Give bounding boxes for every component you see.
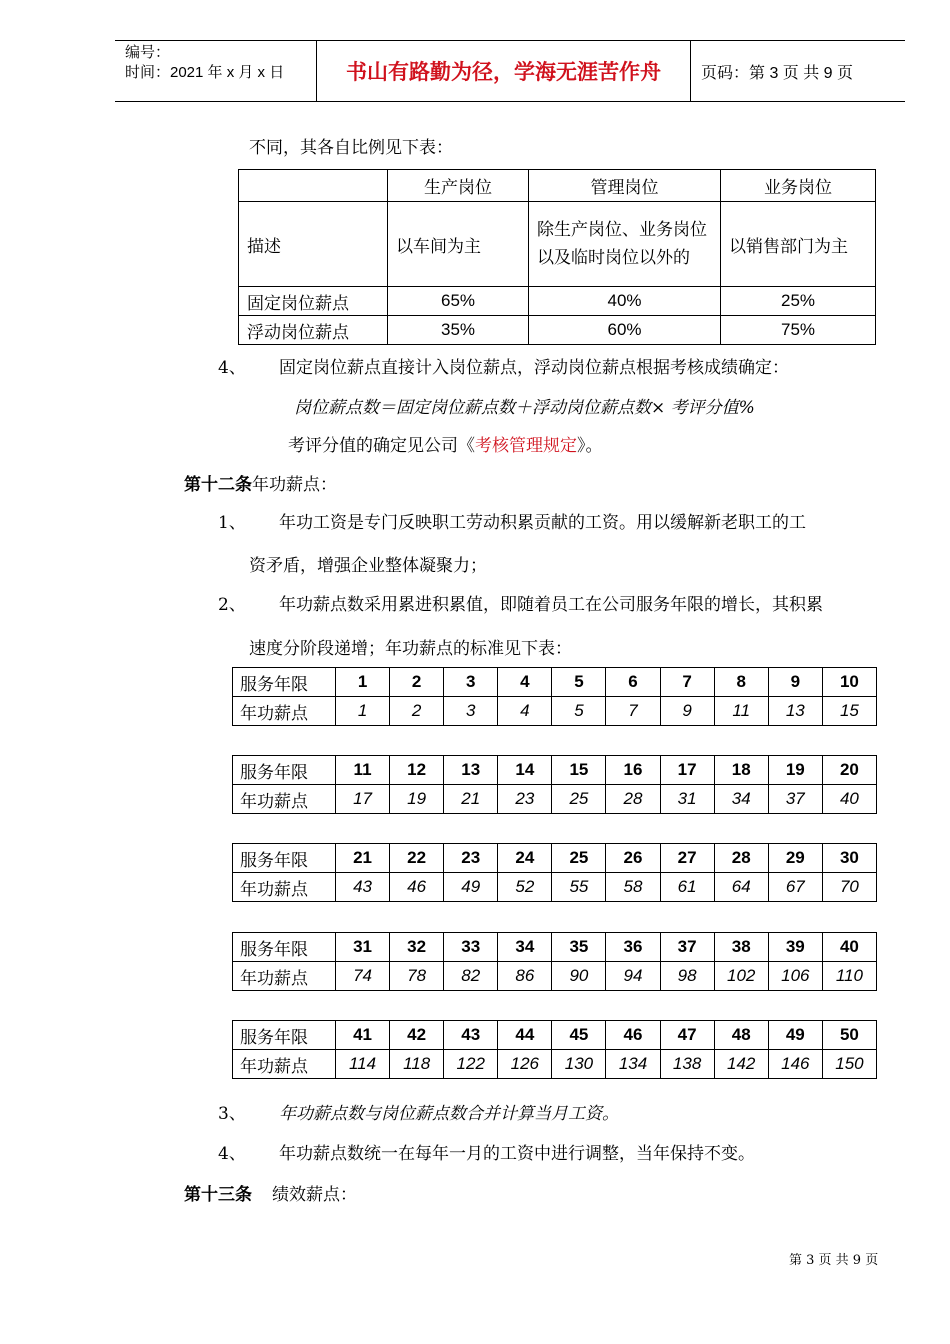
service-year-cell: 15 (552, 756, 606, 785)
row-label: 年功薪点 (233, 873, 336, 902)
table-cell: 25% (721, 287, 876, 316)
years-table (232, 667, 877, 726)
table-header-cell (239, 170, 388, 202)
seniority-point-cell: 17 (336, 785, 390, 814)
row-label: 服务年限 (233, 756, 336, 785)
article-12-heading (184, 470, 337, 495)
note (288, 431, 603, 456)
seniority-point-cell: 98 (660, 962, 714, 991)
code-label: 编号： (125, 44, 171, 61)
seniority-point-cell: 78 (390, 962, 444, 991)
service-year-cell: 22 (390, 844, 444, 873)
seniority-point-cell: 74 (336, 962, 390, 991)
seniority-point-cell: 23 (498, 785, 552, 814)
service-year-cell: 25 (552, 844, 606, 873)
service-year-cell: 37 (660, 933, 714, 962)
service-year-cell: 50 (822, 1021, 876, 1050)
service-year-cell: 27 (660, 844, 714, 873)
table-row (239, 287, 876, 316)
seniority-point-cell: 13 (768, 697, 822, 726)
note-pre: 考评分值的确定见公司《 (288, 436, 475, 456)
seniority-point-cell: 43 (336, 873, 390, 902)
header-page-number: 页码：第 3 页 共 9 页 (701, 64, 854, 82)
time-label: 时间：2021 年 x 月 x 日 (125, 64, 285, 81)
seniority-point-cell: 106 (768, 962, 822, 991)
service-year-cell: 13 (444, 756, 498, 785)
row-label: 描述 (239, 202, 388, 287)
table-cell: 除生产岗位、业务岗位以及临时岗位以外的 (529, 202, 721, 287)
article-number: 第十三条 (184, 1185, 252, 1205)
service-year-cell: 31 (336, 933, 390, 962)
table-row (233, 1021, 877, 1050)
service-year-cell: 38 (714, 933, 768, 962)
table-row (233, 668, 877, 697)
article-number: 第十二条 (184, 475, 252, 495)
seniority-point-cell: 142 (714, 1050, 768, 1079)
table-row (239, 202, 876, 287)
header-motto: 书山有路勤为径，学海无涯苦作舟 (317, 41, 691, 101)
table-cell: 60% (529, 316, 721, 345)
regulation-link[interactable]: 考核管理规定 (475, 436, 577, 456)
item-text-continued: 速度分阶段递增；年功薪点的标准见下表： (249, 639, 572, 659)
service-year-cell: 32 (390, 933, 444, 962)
service-year-cell: 40 (822, 933, 876, 962)
table-header-cell: 生产岗位 (388, 170, 529, 202)
service-year-cell: 44 (498, 1021, 552, 1050)
service-year-cell: 9 (768, 668, 822, 697)
table-row (233, 873, 877, 902)
seniority-point-cell: 138 (660, 1050, 714, 1079)
note-post: 》。 (577, 436, 603, 456)
table-row (233, 1050, 877, 1079)
table-row (239, 316, 876, 345)
table-header-cell: 管理岗位 (529, 170, 721, 202)
service-year-cell: 4 (498, 668, 552, 697)
article-title: 年功薪点： (252, 475, 337, 495)
table-row (233, 844, 877, 873)
service-year-cell: 43 (444, 1021, 498, 1050)
seniority-point-cell: 90 (552, 962, 606, 991)
table-row (233, 962, 877, 991)
row-label: 年功薪点 (233, 1050, 336, 1079)
seniority-point-cell: 37 (768, 785, 822, 814)
years-table (232, 1020, 877, 1079)
item-text: 年功薪点数采用累进积累值，即随着员工在公司服务年限的增长，其积累 (279, 595, 823, 615)
table-cell: 65% (388, 287, 529, 316)
seniority-point-cell: 11 (714, 697, 768, 726)
page-footer: 第 3 页 共 9 页 (789, 1253, 879, 1268)
table-row (233, 785, 877, 814)
seniority-point-cell: 34 (714, 785, 768, 814)
table-cell: 40% (529, 287, 721, 316)
service-year-cell: 47 (660, 1021, 714, 1050)
service-year-cell: 14 (498, 756, 552, 785)
seniority-point-cell: 31 (660, 785, 714, 814)
row-label: 固定岗位薪点 (239, 287, 388, 316)
service-year-cell: 16 (606, 756, 660, 785)
item-number: 2、 (218, 595, 246, 615)
service-year-cell: 6 (606, 668, 660, 697)
seniority-point-cell: 86 (498, 962, 552, 991)
seniority-point-cell: 118 (390, 1050, 444, 1079)
page-header (115, 40, 905, 102)
service-year-cell: 36 (606, 933, 660, 962)
seniority-point-cell: 122 (444, 1050, 498, 1079)
seniority-point-cell: 46 (390, 873, 444, 902)
service-year-cell: 28 (714, 844, 768, 873)
row-label: 服务年限 (233, 1021, 336, 1050)
service-year-cell: 45 (552, 1021, 606, 1050)
seniority-point-cell: 19 (390, 785, 444, 814)
table-cell: 以销售部门为主 (721, 202, 876, 287)
service-year-cell: 5 (552, 668, 606, 697)
seniority-point-cell: 70 (822, 873, 876, 902)
table-header-cell: 业务岗位 (721, 170, 876, 202)
seniority-point-cell: 40 (822, 785, 876, 814)
seniority-point-cell: 94 (606, 962, 660, 991)
table-cell: 35% (388, 316, 529, 345)
seniority-point-cell: 9 (660, 697, 714, 726)
header-meta (115, 41, 317, 101)
service-year-cell: 21 (336, 844, 390, 873)
service-year-cell: 20 (822, 756, 876, 785)
seniority-point-cell: 28 (606, 785, 660, 814)
service-year-cell: 2 (390, 668, 444, 697)
service-year-cell: 12 (390, 756, 444, 785)
row-label: 浮动岗位薪点 (239, 316, 388, 345)
service-year-cell: 23 (444, 844, 498, 873)
years-table (232, 843, 877, 902)
service-year-cell: 41 (336, 1021, 390, 1050)
item-number: 4、 (218, 358, 246, 378)
article-title: 绩效薪点： (272, 1185, 357, 1205)
service-year-cell: 30 (822, 844, 876, 873)
row-label: 年功薪点 (233, 962, 336, 991)
seniority-point-cell: 64 (714, 873, 768, 902)
table-cell: 75% (721, 316, 876, 345)
service-year-cell: 33 (444, 933, 498, 962)
seniority-point-cell: 7 (606, 697, 660, 726)
row-label: 服务年限 (233, 933, 336, 962)
intro-text: 不同，其各自比例见下表： (249, 138, 453, 158)
service-year-cell: 7 (660, 668, 714, 697)
seniority-point-cell: 114 (336, 1050, 390, 1079)
service-year-cell: 39 (768, 933, 822, 962)
seniority-point-cell: 82 (444, 962, 498, 991)
seniority-point-cell: 3 (444, 697, 498, 726)
service-year-cell: 29 (768, 844, 822, 873)
item-text: 年功工资是专门反映职工劳动积累贡献的工资。用以缓解新老职工的工 (279, 513, 806, 533)
seniority-point-cell: 25 (552, 785, 606, 814)
service-year-cell: 46 (606, 1021, 660, 1050)
seniority-point-cell: 58 (606, 873, 660, 902)
item-number: 1、 (218, 513, 246, 533)
seniority-point-cell: 110 (822, 962, 876, 991)
years-table (232, 755, 877, 814)
seniority-point-cell: 5 (552, 697, 606, 726)
service-year-cell: 49 (768, 1021, 822, 1050)
ratio-table (238, 169, 876, 345)
service-year-cell: 34 (498, 933, 552, 962)
item-text: 固定岗位薪点直接计入岗位薪点，浮动岗位薪点根据考核成绩确定： (279, 358, 789, 378)
seniority-point-cell: 67 (768, 873, 822, 902)
service-year-cell: 17 (660, 756, 714, 785)
seniority-point-cell: 49 (444, 873, 498, 902)
table-cell: 以车间为主 (388, 202, 529, 287)
seniority-point-cell: 1 (336, 697, 390, 726)
table-row (233, 756, 877, 785)
seniority-point-cell: 21 (444, 785, 498, 814)
item-text: 年功薪点数与岗位薪点数合并计算当月工资。 (279, 1104, 619, 1124)
service-year-cell: 8 (714, 668, 768, 697)
seniority-point-cell: 4 (498, 697, 552, 726)
item-number: 4、 (218, 1144, 246, 1164)
formula: 岗位薪点数＝固定岗位薪点数＋浮动岗位薪点数× 考评分值% (294, 398, 755, 418)
seniority-point-cell: 102 (714, 962, 768, 991)
service-year-cell: 1 (336, 668, 390, 697)
seniority-point-cell: 55 (552, 873, 606, 902)
seniority-point-cell: 130 (552, 1050, 606, 1079)
row-label: 年功薪点 (233, 697, 336, 726)
item-number: 3、 (218, 1104, 246, 1124)
seniority-point-cell: 150 (822, 1050, 876, 1079)
seniority-point-cell: 15 (822, 697, 876, 726)
seniority-point-cell: 146 (768, 1050, 822, 1079)
seniority-point-cell: 52 (498, 873, 552, 902)
table-row (233, 933, 877, 962)
service-year-cell: 3 (444, 668, 498, 697)
service-year-cell: 26 (606, 844, 660, 873)
seniority-point-cell: 61 (660, 873, 714, 902)
row-label: 服务年限 (233, 668, 336, 697)
table-row (239, 170, 876, 202)
row-label: 年功薪点 (233, 785, 336, 814)
seniority-point-cell: 2 (390, 697, 444, 726)
item-text-continued: 资矛盾，增强企业整体凝聚力； (249, 556, 487, 576)
years-table (232, 932, 877, 991)
service-year-cell: 18 (714, 756, 768, 785)
item-text: 年功薪点数统一在每年一月的工资中进行调整，当年保持不变。 (279, 1144, 755, 1164)
service-year-cell: 48 (714, 1021, 768, 1050)
service-year-cell: 42 (390, 1021, 444, 1050)
service-year-cell: 35 (552, 933, 606, 962)
article-13-heading (184, 1180, 357, 1205)
service-year-cell: 19 (768, 756, 822, 785)
table-row (233, 697, 877, 726)
row-label: 服务年限 (233, 844, 336, 873)
service-year-cell: 11 (336, 756, 390, 785)
service-year-cell: 10 (822, 668, 876, 697)
service-year-cell: 24 (498, 844, 552, 873)
seniority-point-cell: 126 (498, 1050, 552, 1079)
seniority-point-cell: 134 (606, 1050, 660, 1079)
